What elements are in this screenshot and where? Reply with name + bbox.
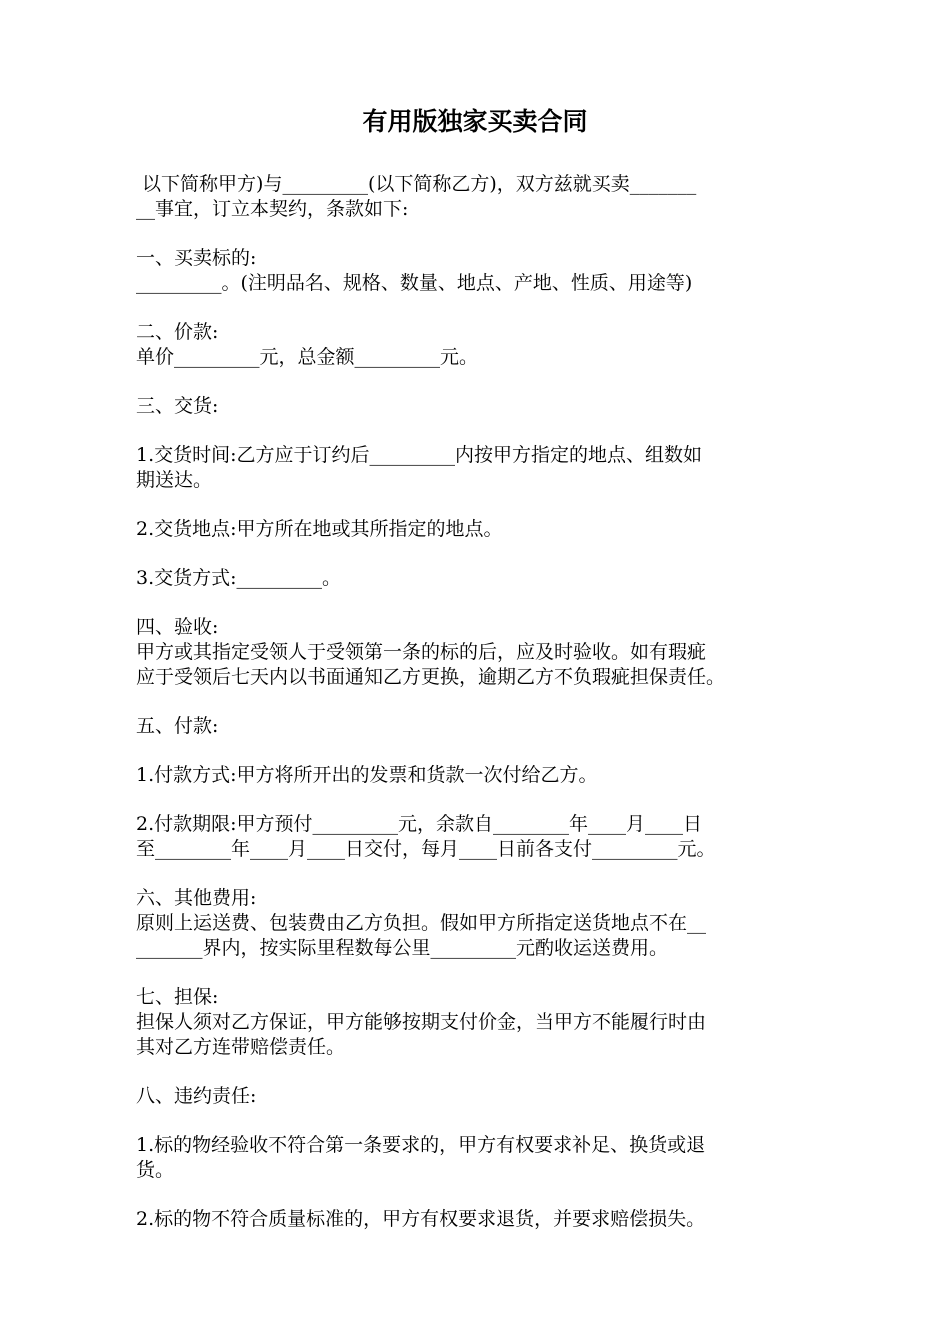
blank-line xyxy=(136,862,816,886)
body-line: 其对乙方连带赔偿责任。 xyxy=(136,1036,346,1058)
blank-line xyxy=(136,591,816,615)
body-line: 1.付款方式:甲方将所开出的发票和货款一次付给乙方。 xyxy=(136,764,598,786)
body-line: 2.标的物不符合质量标准的，甲方有权要求退货，并要求赔偿损失。 xyxy=(136,1208,706,1230)
body-line: 3.交货方式:_________。 xyxy=(136,567,342,589)
body-line: 2.付款期限:甲方预付_________元，余款自________年____月____日 xyxy=(136,813,703,835)
blank-line xyxy=(136,961,816,985)
blank-line xyxy=(136,739,816,763)
blank-line xyxy=(136,1109,816,1133)
blank-line xyxy=(136,222,816,246)
blank-line xyxy=(136,370,816,394)
body-line: 七、担保: xyxy=(136,986,219,1008)
body-line: 单价_________元，总金额_________元。 xyxy=(136,346,479,368)
blank-line xyxy=(136,419,816,443)
blank-line xyxy=(136,788,816,812)
body-line: 甲方或其指定受领人于受领第一条的标的后，应及时验收。如有瑕疵 xyxy=(136,641,707,663)
body-line: 担保人须对乙方保证，甲方能够按期支付价金，当甲方不能履行时由 xyxy=(136,1011,707,1033)
body-line: 以下简称甲方)与_________(以下简称乙方)，双方兹就买卖_______ xyxy=(136,173,697,195)
body-line: 1.交货时间:乙方应于订约后_________内按甲方指定的地点、组数如 xyxy=(136,444,703,466)
blank-line xyxy=(136,1183,816,1207)
body-line: 原则上运送费、包装费由乙方负担。假如甲方所指定送货地点不在__ xyxy=(136,912,707,934)
body-line: 二、价款: xyxy=(136,321,219,343)
blank-line xyxy=(136,690,816,714)
blank-line xyxy=(136,296,816,320)
body-line: 四、验收: xyxy=(136,616,219,638)
blank-line xyxy=(136,542,816,566)
blank-line xyxy=(136,493,816,517)
body-line: 一、买卖标的: xyxy=(136,247,257,269)
blank-line xyxy=(136,1060,816,1084)
body-line: 六、其他费用: xyxy=(136,887,257,909)
body-line: __事宜，订立本契约，条款如下: xyxy=(136,198,409,220)
body-line: 至________年____月____日交付，每月____日前各支付_________元。 xyxy=(136,838,716,860)
body-line: 五、付款: xyxy=(136,715,219,737)
body-line: _______界内，按实际里程数每公里_________元酌收运送费用。 xyxy=(136,937,669,959)
body-line: 2.交货地点:甲方所在地或其所指定的地点。 xyxy=(136,518,503,540)
body-line: _________。(注明品名、规格、数量、地点、产地、性质、用途等) xyxy=(136,272,693,294)
body-line: 1.标的物经验收不符合第一条要求的，甲方有权要求补足、换货或退 xyxy=(136,1134,706,1156)
body-line: 三、交货: xyxy=(136,395,219,417)
contract-body xyxy=(136,172,816,1232)
body-line: 货。 xyxy=(136,1159,175,1181)
body-line: 应于受领后七天内以书面通知乙方更换，逾期乙方不负瑕疵担保责任。 xyxy=(136,666,726,688)
document-title: 有用版独家买卖合同 xyxy=(362,107,588,136)
body-line: 八、违约责任: xyxy=(136,1085,257,1107)
body-line: 期送达。 xyxy=(136,469,213,491)
